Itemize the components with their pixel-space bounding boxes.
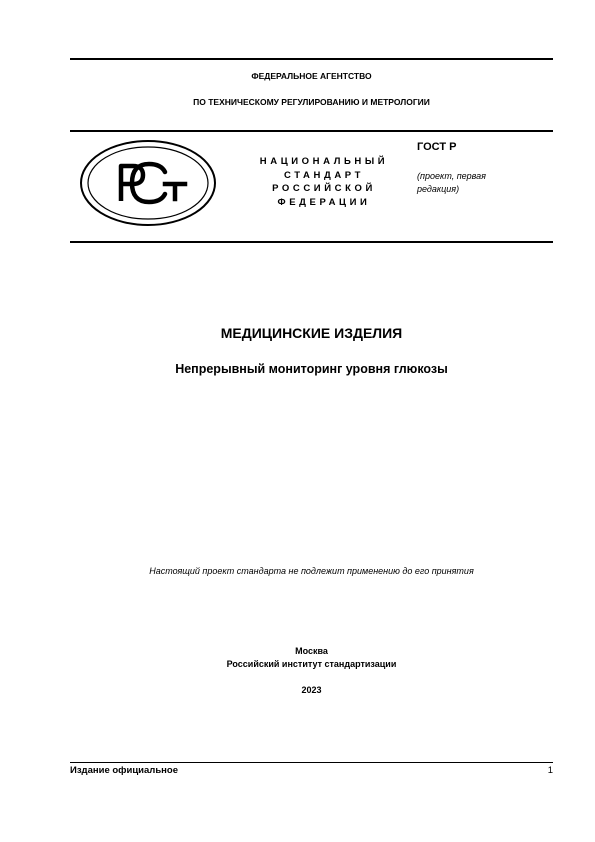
national-standard-line-2: СТАНДАРТ — [284, 169, 364, 181]
page-number: 1 — [547, 765, 553, 776]
rst-gost-emblem-icon — [79, 139, 217, 227]
official-edition-label: Издание официальное — [70, 765, 178, 776]
header-separator-rule — [70, 130, 553, 132]
draft-status — [417, 170, 537, 196]
draft-status-line-1: (проект, первая — [417, 171, 486, 181]
national-standard-line-3: РОССИЙСКОЙ — [272, 183, 376, 194]
draft-status-line-2: редакция) — [417, 184, 460, 194]
imprint-city: Москва — [295, 646, 328, 656]
standard-designation: ГОСТ Р — [417, 141, 457, 153]
footer-rule — [70, 762, 553, 763]
draft-notice: Настоящий проект стандарта не подлежит применению до его принятия — [149, 566, 474, 576]
document-subtitle: Непрерывный мониторинг уровня глюкозы — [175, 362, 448, 376]
top-rule — [70, 58, 553, 60]
imprint-year: 2023 — [301, 685, 322, 695]
national-standard-line-4: ФЕДЕРАЦИИ — [277, 196, 371, 208]
agency-line-2: ПО ТЕХНИЧЕСКОМУ РЕГУЛИРОВАНИЮ И МЕТРОЛОГИИ — [193, 97, 430, 107]
document-title: МЕДИЦИНСКИЕ ИЗДЕЛИЯ — [220, 325, 403, 341]
imprint-publisher: Российский институт стандартизации — [226, 659, 397, 669]
national-standard-block — [234, 155, 414, 209]
national-standard-line-1: НАЦИОНАЛЬНЫЙ — [259, 156, 389, 167]
agency-line-1: ФЕДЕРАЛЬНОЕ АГЕНТСТВО — [251, 71, 372, 81]
header-bottom-rule — [70, 241, 553, 243]
